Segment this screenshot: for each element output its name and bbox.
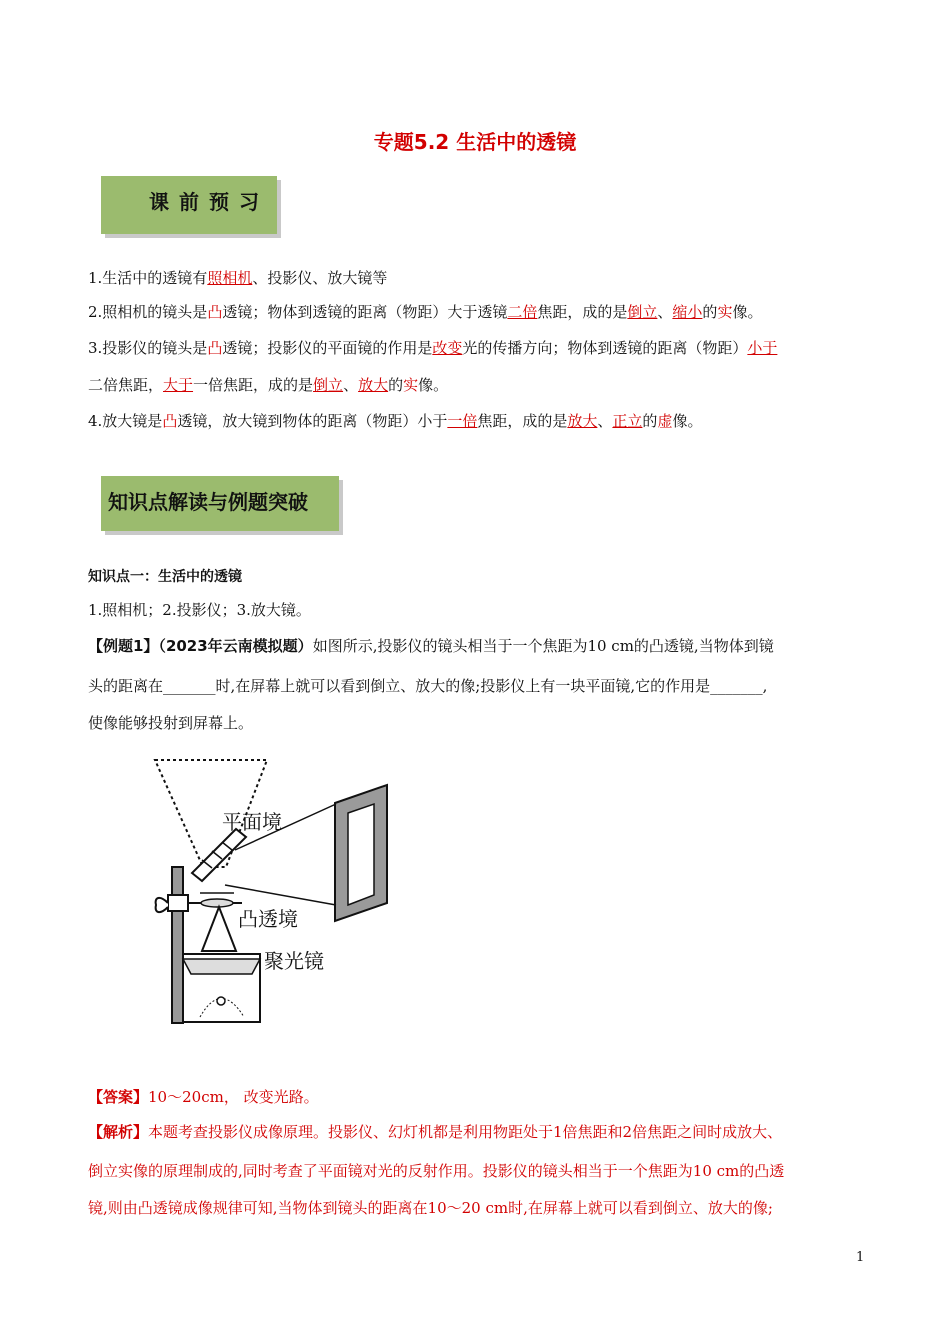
preview-line-4: 二倍焦距，大于一倍焦距，成的是倒立、放大的实像。 (88, 376, 449, 394)
analysis-line-1: 【解析】本题考查投影仪成像原理。投影仪、幻灯机都是利用物距处于1倍焦距和2倍焦距之间时成放大、 (88, 1123, 783, 1141)
page-number: 1 (856, 1250, 865, 1265)
analysis-line-2: 倒立实像的原理制成的,同时考查了平面镜对光的反射作用。投影仪的镜头相当于一个焦距为10 cm的凸透 (88, 1162, 785, 1180)
example-line-3: 使像能够投射到屏幕上。 (88, 714, 254, 732)
analysis-line-3: 镜,则由凸透镜成像规律可知,当物体到镜头的距离在10～20 cm时,在屏幕上就可以看到倒立、放大的像; (88, 1199, 773, 1217)
answer-tag: 【答案】 (88, 1088, 149, 1106)
banner-knowledge-label: 知识点解读与例题突破 (108, 490, 308, 514)
clamp (168, 895, 188, 911)
preview-line-3: 3.投影仪的镜头是凸透镜；投影仪的平面镜的作用是改变光的传播方向；物体到透镜的距离（物距）小于 (88, 339, 778, 357)
example-line-1: 【例题1】（2023年云南模拟题）如图所示,投影仪的镜头相当于一个焦距为10 cm的凸透镜,当物体到镜 (88, 637, 774, 655)
convex-lens (201, 899, 233, 907)
label-mirror: 平面境 (222, 810, 282, 834)
label-condenser: 聚光镜 (264, 949, 324, 973)
preview-line-1: 1.生活中的透镜有照相机、投影仪、放大镜等 (88, 269, 388, 287)
knowledge-point-list: 1.照相机；2.投影仪；3.放大镜。 (88, 601, 311, 619)
screen-face (348, 804, 374, 905)
section-banner-knowledge (101, 476, 339, 531)
example-line-2: 头的距离在_______时,在屏幕上就可以看到倒立、放大的像;投影仪上有一块平面镜,它的作用是_______, (88, 677, 768, 695)
example-tag: 【例题1】（2023年云南模拟题） (88, 637, 313, 655)
label-lens: 凸透境 (238, 907, 298, 931)
page-title: 专题5.2 生活中的透镜 (373, 130, 577, 154)
projector-diagram (150, 755, 400, 1030)
stand-pole (172, 867, 183, 1023)
answer-line: 【答案】10～20cm， 改变光路。 (88, 1088, 319, 1106)
section-banner-preview (101, 176, 277, 234)
plane-mirror (192, 829, 246, 881)
banner-preview-label: 课前预习 (149, 190, 269, 214)
preview-line-2: 2.照相机的镜头是凸透镜；物体到透镜的距离（物距）大于透镜二倍焦距，成的是倒立、缩小的实像。 (88, 303, 763, 321)
knowledge-point-heading: 知识点一：生活中的透镜 (88, 569, 242, 585)
analysis-tag: 【解析】 (88, 1123, 149, 1141)
preview-line-5: 4.放大镜是凸透镜，放大镜到物体的距离（物距）小于一倍焦距，成的是放大、正立的虚像。 (88, 412, 703, 430)
